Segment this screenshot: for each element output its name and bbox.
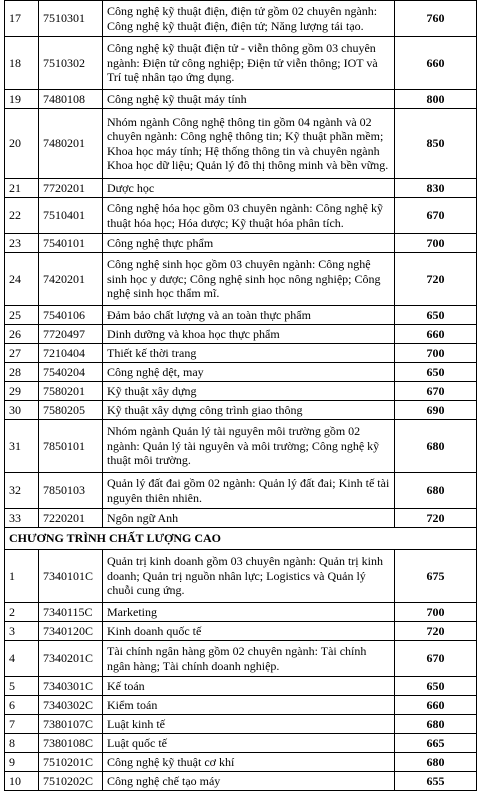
table-row bbox=[5, 109, 477, 179]
table-body-section bbox=[5, 528, 477, 550]
table-row bbox=[5, 37, 477, 90]
row-number: 20 bbox=[5, 109, 39, 179]
row-number: 22 bbox=[5, 198, 39, 234]
row-number: 9 bbox=[5, 753, 39, 772]
admission-score-table bbox=[4, 0, 477, 791]
table-row bbox=[5, 772, 477, 791]
min-score: 700 bbox=[395, 344, 477, 363]
row-number: 29 bbox=[5, 382, 39, 401]
min-score: 700 bbox=[395, 234, 477, 253]
program-code: 7580201 bbox=[39, 382, 103, 401]
program-code: 7210404 bbox=[39, 344, 103, 363]
program-code: 7340301C bbox=[39, 677, 103, 696]
program-code: 7340201C bbox=[39, 641, 103, 677]
min-score: 720 bbox=[395, 509, 477, 528]
min-score: 700 bbox=[395, 603, 477, 622]
program-code: 7510202C bbox=[39, 772, 103, 791]
program-name: Kinh doanh quốc tế bbox=[103, 622, 395, 641]
min-score: 680 bbox=[395, 715, 477, 734]
min-score: 850 bbox=[395, 109, 477, 179]
program-code: 7510401 bbox=[39, 198, 103, 234]
table-row bbox=[5, 622, 477, 641]
program-code: 7420201 bbox=[39, 253, 103, 306]
row-number: 26 bbox=[5, 325, 39, 344]
min-score: 720 bbox=[395, 253, 477, 306]
table-row bbox=[5, 734, 477, 753]
program-name: Ngôn ngữ Anh bbox=[103, 509, 395, 528]
row-number: 27 bbox=[5, 344, 39, 363]
table-row bbox=[5, 234, 477, 253]
table-row bbox=[5, 550, 477, 603]
program-code: 7380107C bbox=[39, 715, 103, 734]
min-score: 655 bbox=[395, 772, 477, 791]
program-name: Công nghệ thực phẩm bbox=[103, 234, 395, 253]
table-row bbox=[5, 90, 477, 109]
row-number: 10 bbox=[5, 772, 39, 791]
row-number: 21 bbox=[5, 179, 39, 198]
min-score: 665 bbox=[395, 734, 477, 753]
min-score: 690 bbox=[395, 401, 477, 420]
program-code: 7720497 bbox=[39, 325, 103, 344]
program-code: 7340120C bbox=[39, 622, 103, 641]
program-code: 7380108C bbox=[39, 734, 103, 753]
row-number: 7 bbox=[5, 715, 39, 734]
table-row bbox=[5, 363, 477, 382]
row-number: 1 bbox=[5, 550, 39, 603]
program-name: Kỹ thuật xây dựng bbox=[103, 382, 395, 401]
table-row bbox=[5, 179, 477, 198]
row-number: 3 bbox=[5, 622, 39, 641]
program-code: 7850103 bbox=[39, 473, 103, 509]
program-name: Thiết kế thời trang bbox=[103, 344, 395, 363]
program-name: Đảm bảo chất lượng và an toàn thực phẩm bbox=[103, 306, 395, 325]
program-code: 7510301 bbox=[39, 1, 103, 37]
section-title: CHƯƠNG TRÌNH CHẤT LƯỢNG CAO bbox=[5, 528, 477, 550]
table-body-high-quality bbox=[5, 550, 477, 791]
program-name: Nhóm ngành Công nghệ thông tin gồm 04 ngành và 02 chuyên ngành: Công nghệ thông tin; Kỹ thuật phần mềm; Khoa học máy tính; Hệ thống thông tin và chuyên ngành Khoa học dữ liệu; Quản lý đô thị thông minh và bền vững. bbox=[103, 109, 395, 179]
program-code: 7850101 bbox=[39, 420, 103, 473]
min-score: 800 bbox=[395, 90, 477, 109]
table-row bbox=[5, 696, 477, 715]
min-score: 760 bbox=[395, 1, 477, 37]
program-name: Kiểm toán bbox=[103, 696, 395, 715]
table-row bbox=[5, 677, 477, 696]
program-name: Kế toán bbox=[103, 677, 395, 696]
min-score: 675 bbox=[395, 550, 477, 603]
table-row bbox=[5, 753, 477, 772]
table-row bbox=[5, 603, 477, 622]
program-code: 7340101C bbox=[39, 550, 103, 603]
min-score: 660 bbox=[395, 37, 477, 90]
table-row bbox=[5, 641, 477, 677]
program-code: 7510201C bbox=[39, 753, 103, 772]
program-code: 7480201 bbox=[39, 109, 103, 179]
program-code: 7510302 bbox=[39, 37, 103, 90]
min-score: 650 bbox=[395, 306, 477, 325]
program-name: Công nghệ dệt, may bbox=[103, 363, 395, 382]
row-number: 32 bbox=[5, 473, 39, 509]
table-row bbox=[5, 473, 477, 509]
program-name: Công nghệ chế tạo máy bbox=[103, 772, 395, 791]
row-number: 24 bbox=[5, 253, 39, 306]
program-name: Luật kinh tế bbox=[103, 715, 395, 734]
row-number: 19 bbox=[5, 90, 39, 109]
program-name: Quản trị kinh doanh gồm 03 chuyên ngành: Quản trị kinh doanh; Quản trị nguồn nhân lực; Logistics và Quản lý chuỗi cung ứng. bbox=[103, 550, 395, 603]
table-row bbox=[5, 253, 477, 306]
table-row bbox=[5, 344, 477, 363]
table-body-regular bbox=[5, 1, 477, 528]
table-row bbox=[5, 198, 477, 234]
row-number: 2 bbox=[5, 603, 39, 622]
min-score: 660 bbox=[395, 696, 477, 715]
row-number: 4 bbox=[5, 641, 39, 677]
row-number: 30 bbox=[5, 401, 39, 420]
table-row bbox=[5, 325, 477, 344]
table-row bbox=[5, 382, 477, 401]
program-name: Nhóm ngành Quản lý tài nguyên môi trường gồm 02 ngành: Quản lý tài nguyên và môi trường; Công nghệ kỹ thuật môi trường. bbox=[103, 420, 395, 473]
row-number: 8 bbox=[5, 734, 39, 753]
program-name: Marketing bbox=[103, 603, 395, 622]
min-score: 660 bbox=[395, 325, 477, 344]
program-code: 7720201 bbox=[39, 179, 103, 198]
program-name: Công nghệ kỹ thuật điện tử - viễn thông gồm 03 chuyên ngành: Điện tử công nghiệp; Điện tử viễn thông; IOT và Trí tuệ nhân tạo ứng dụng. bbox=[103, 37, 395, 90]
program-name: Dược học bbox=[103, 179, 395, 198]
program-code: 7340302C bbox=[39, 696, 103, 715]
min-score: 830 bbox=[395, 179, 477, 198]
program-name: Công nghệ hóa học gồm 03 chuyên ngành: Công nghệ kỹ thuật hóa học; Hóa dược; Kỹ thuật hóa phân tích. bbox=[103, 198, 395, 234]
row-number: 17 bbox=[5, 1, 39, 37]
min-score: 670 bbox=[395, 382, 477, 401]
program-code: 7340115C bbox=[39, 603, 103, 622]
program-name: Quản lý đất đai gồm 02 ngành: Quản lý đất đai; Kinh tế tài nguyên thiên nhiên. bbox=[103, 473, 395, 509]
table-row bbox=[5, 420, 477, 473]
program-name: Công nghệ kỹ thuật máy tính bbox=[103, 90, 395, 109]
program-code: 7540101 bbox=[39, 234, 103, 253]
program-name: Kỹ thuật xây dựng công trình giao thông bbox=[103, 401, 395, 420]
program-name: Tài chính ngân hàng gồm 02 chuyên ngành: Tài chính ngân hàng; Tài chính doanh nghiệp. bbox=[103, 641, 395, 677]
program-code: 7580205 bbox=[39, 401, 103, 420]
program-code: 7540106 bbox=[39, 306, 103, 325]
row-number: 31 bbox=[5, 420, 39, 473]
row-number: 18 bbox=[5, 37, 39, 90]
program-name: Công nghệ kỹ thuật điện, điện tử gồm 02 chuyên ngành: Công nghệ kỹ thuật điện, điện tử; Năng lượng tái tạo. bbox=[103, 1, 395, 37]
min-score: 720 bbox=[395, 622, 477, 641]
program-name: Dinh dưỡng và khoa học thực phẩm bbox=[103, 325, 395, 344]
min-score: 670 bbox=[395, 641, 477, 677]
table-row bbox=[5, 401, 477, 420]
row-number: 25 bbox=[5, 306, 39, 325]
program-name: Luật quốc tế bbox=[103, 734, 395, 753]
row-number: 6 bbox=[5, 696, 39, 715]
program-code: 7220201 bbox=[39, 509, 103, 528]
min-score: 650 bbox=[395, 677, 477, 696]
min-score: 670 bbox=[395, 198, 477, 234]
min-score: 680 bbox=[395, 420, 477, 473]
program-code: 7480108 bbox=[39, 90, 103, 109]
min-score: 680 bbox=[395, 473, 477, 509]
min-score: 650 bbox=[395, 363, 477, 382]
row-number: 23 bbox=[5, 234, 39, 253]
program-name: Công nghệ sinh học gồm 03 chuyên ngành: Công nghệ sinh học y dược; Công nghệ sinh học nông nghiệp; Công nghệ sinh học thẩm mĩ. bbox=[103, 253, 395, 306]
row-number: 28 bbox=[5, 363, 39, 382]
table-row bbox=[5, 306, 477, 325]
table-row bbox=[5, 509, 477, 528]
row-number: 33 bbox=[5, 509, 39, 528]
program-name: Công nghệ kỹ thuật cơ khí bbox=[103, 753, 395, 772]
section-header-row bbox=[5, 528, 477, 550]
row-number: 5 bbox=[5, 677, 39, 696]
min-score: 680 bbox=[395, 753, 477, 772]
table-row bbox=[5, 1, 477, 37]
program-code: 7540204 bbox=[39, 363, 103, 382]
